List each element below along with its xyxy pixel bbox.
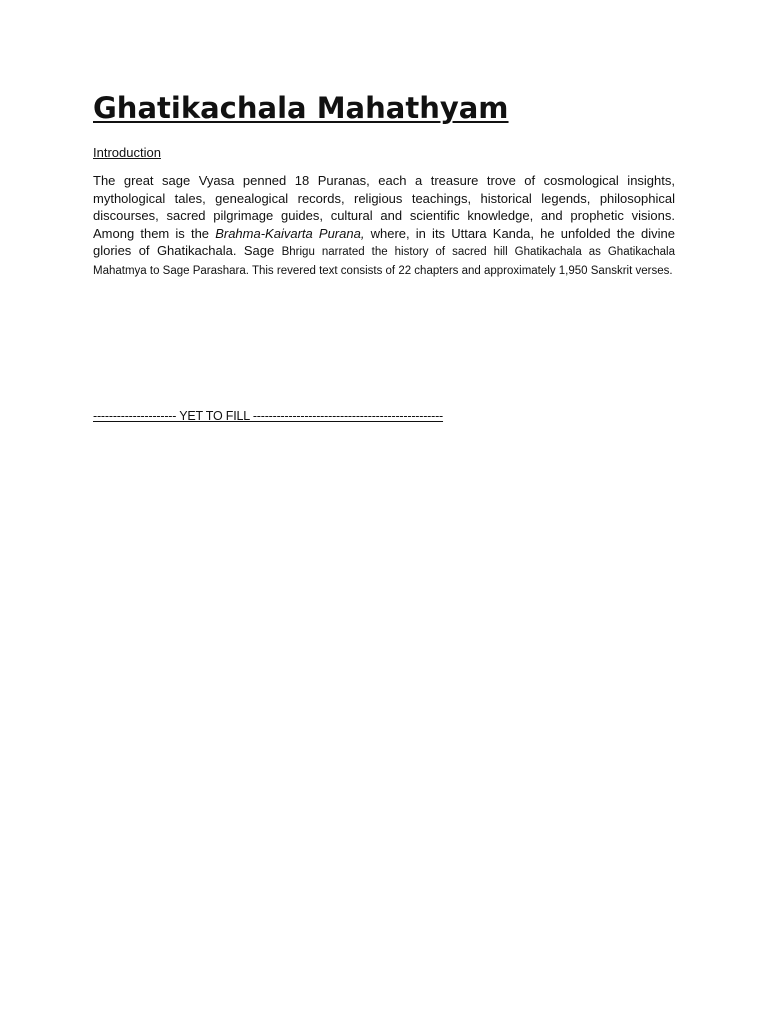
paragraph-text-part2: where, in its Uttara Kanda, he unfolded the divine glories of Ghatikachala. Sage — [93, 225, 676, 258]
section-heading-introduction: Introduction — [93, 145, 161, 160]
document-title: Ghatikachala Mahathyam — [93, 91, 509, 125]
yet-to-fill-placeholder: --------------------- YET TO FILL ------------------------------------------------ — [93, 409, 444, 423]
paragraph-small-text: Bhrigu narrated the history of sacred hill Ghatikachala as Ghatikachala Mahatmya to Sage Parashara. This revered text consists of 22 chapters and approximately 1,950 Sanskrit verses. — [93, 246, 675, 277]
document-page — [93, 86, 675, 279]
paragraph-italic-title: Brahma-Kaivarta Purana, — [215, 225, 365, 241]
introduction-paragraph — [93, 172, 675, 279]
paragraph-text-part1: The great sage Vyasa penned 18 Puranas, each a treasure trove of cosmological insights, mythological tales, genealogical records, religious teachings, historical legends, philosophical discourses, sacred pilgrimage guides, cultural and scientific knowledge, and prophetic visions. Among them is the — [93, 173, 675, 241]
